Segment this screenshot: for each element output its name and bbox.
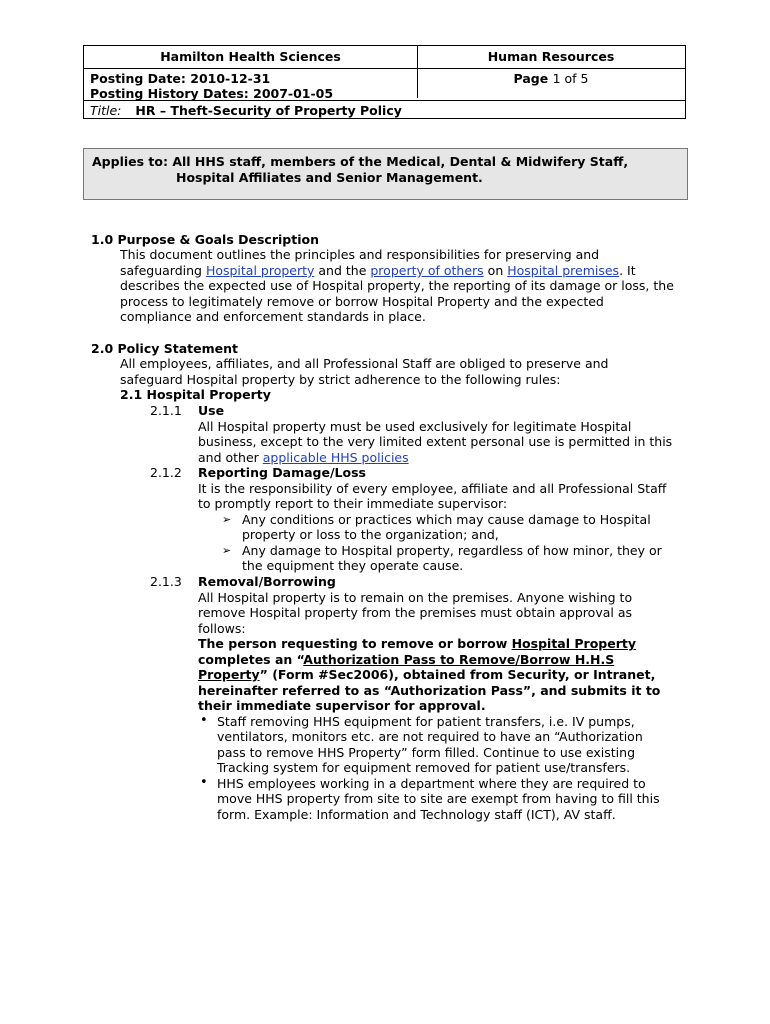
posting-date: Posting Date: 2010-12-31 [90, 71, 271, 86]
title-text: HR – Theft-Security of Property Policy [135, 103, 402, 118]
title-label: Title: [90, 103, 122, 118]
s213-line-1: All Hospital property is to remain on the premises. Anyone wishing to [198, 590, 633, 605]
hospital-premises-link[interactable]: Hospital premises [507, 263, 620, 278]
bullet-1-line-4: Tracking system for equipment removed for patient use/transfers. [217, 760, 631, 775]
s211-line-3: and other applicable HHS policies [198, 450, 409, 465]
s2-line-2: safeguard Hospital property by strict adherence to the following rules: [120, 372, 561, 387]
s1-line-4: process to legitimately remove or borrow Hospital Property and the expected [120, 294, 604, 309]
s212-line-2: to promptly report to their immediate supervisor: [198, 496, 508, 511]
applies-line-2: Hospital Affiliates and Senior Management. [176, 170, 483, 185]
s1-line-1: This document outlines the principles and responsibilities for preserving and [120, 247, 600, 262]
s213-number: 2.1.3 [150, 574, 182, 589]
bullet-1-line-2: ventilators, monitors etc. are not required to have an “Authorization [217, 729, 643, 744]
bold-line-5: their immediate supervisor for approval. [198, 698, 486, 713]
applies-to-box [83, 148, 688, 200]
s211-line-1: All Hospital property must be used exclusively for legitimate Hospital [198, 419, 632, 434]
s211-number: 2.1.1 [150, 403, 182, 418]
bullet-2-line-2: move HHS property from site to site are exempt from having to fill this [217, 791, 660, 806]
section-2-1-heading: 2.1 Hospital Property [120, 387, 271, 402]
bold-line-4: hereinafter referred to as “Authorization Pass”, and submits it to [198, 683, 661, 698]
s212-number: 2.1.2 [150, 465, 182, 480]
s212-bullet-2-line-1: Any damage to Hospital property, regardless of how minor, they or [242, 543, 662, 558]
property-of-others-link[interactable]: property of others [370, 263, 484, 278]
s1-line-2: safeguarding Hospital property and the property of others on Hospital premises. It [120, 263, 636, 278]
bullet-2-line-3: form. Example: Information and Technology staff (ICT), AV staff. [217, 807, 616, 822]
page-number: 1 of 5 [552, 71, 589, 86]
s1-line-3: describes the expected use of Hospital property, the reporting of its damage or loss, the [120, 278, 674, 293]
section-1-heading: 1.0 Purpose & Goals Description [91, 232, 319, 247]
arrow-bullet-icon: ➢ [222, 513, 232, 526]
s212-title: Reporting Damage/Loss [198, 465, 366, 480]
applicable-policies-link[interactable]: applicable HHS policies [262, 450, 409, 465]
arrow-bullet-icon: ➢ [222, 544, 232, 557]
s1-line-5: compliance and enforcement standards in place. [120, 309, 426, 324]
dot-bullet-icon: • [200, 713, 208, 728]
posting-history-dates: Posting History Dates: 2007-01-05 [90, 86, 334, 101]
bold-line-1: The person requesting to remove or borrow Hospital Property [198, 636, 636, 651]
bullet-2-line-1: HHS employees working in a department where they are required to [217, 776, 646, 791]
hospital-property-link[interactable]: Hospital property [205, 263, 315, 278]
bullet-1-line-1: Staff removing HHS equipment for patient transfers, i.e. IV pumps, [217, 714, 635, 729]
page-label: Page [513, 71, 549, 86]
s213-title: Removal/Borrowing [198, 574, 336, 589]
department-name: Human Resources [487, 49, 615, 64]
bold-line-2: completes an “Authorization Pass to Remove/Borrow H.H.S [198, 652, 615, 667]
applies-line-1: Applies to: All HHS staff, members of the Medical, Dental & Midwifery Staff, [92, 154, 629, 169]
s212-line-1: It is the responsibility of every employee, affiliate and all Professional Staff [198, 481, 667, 496]
section-2-heading: 2.0 Policy Statement [91, 341, 238, 356]
s212-bullet-2-line-2: the equipment they operate cause. [242, 558, 464, 573]
document-title [90, 103, 402, 118]
s211-title: Use [198, 403, 225, 418]
s212-bullet-1-line-2: property or loss to the organization; and, [242, 527, 499, 542]
bold-line-3: Property” (Form #Sec2006), obtained from Security, or Intranet, [198, 667, 656, 682]
s213-line-2: remove Hospital property from the premises must obtain approval as [198, 605, 632, 620]
s211-line-2: business, except to the very limited extent personal use is permitted in this [198, 434, 673, 449]
dot-bullet-icon: • [200, 775, 208, 790]
header-table [83, 45, 686, 119]
organization-name: Hamilton Health Sciences [160, 49, 341, 64]
bullet-1-line-3: pass to remove HHS Property” form filled. Continue to use existing [217, 745, 635, 760]
s212-bullet-1-line-1: Any conditions or practices which may cause damage to Hospital [242, 512, 651, 527]
page-indicator [417, 71, 685, 86]
s213-line-3: follows: [198, 621, 246, 636]
s2-line-1: All employees, affiliates, and all Professional Staff are obliged to preserve and [120, 356, 609, 371]
